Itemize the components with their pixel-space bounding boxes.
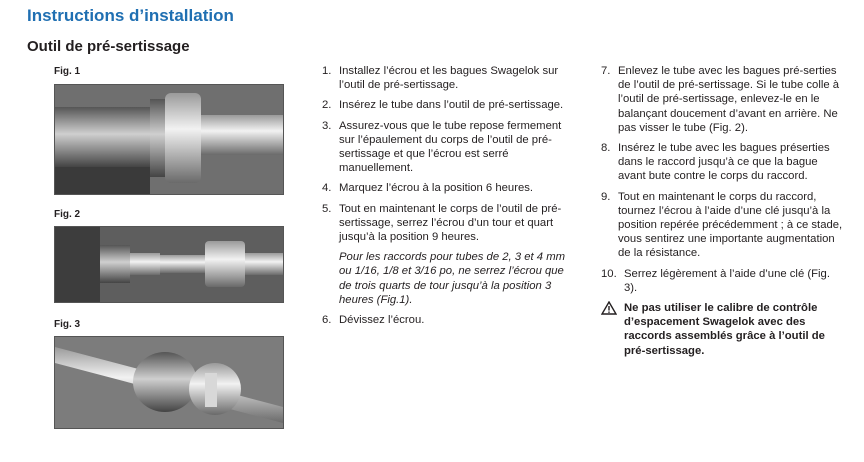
- step-item: [322, 64, 568, 92]
- fig-3-label: Fig. 3: [54, 319, 81, 330]
- fig-1-label: Fig. 1: [54, 66, 81, 77]
- step-text: Dévissez l’écrou.: [339, 314, 425, 327]
- step-item: [601, 64, 845, 135]
- fig-3-image: [54, 336, 284, 429]
- step-number: 3.: [322, 119, 332, 132]
- step-text: Tout en maintenant le corps de l’outil de pré-sertissage, serrez l’écrou d’un tour et quart jusqu’à la position 9 heures.: [339, 202, 562, 244]
- step-number: 9.: [601, 190, 611, 203]
- step-item: [322, 181, 568, 195]
- step-text: Assurez-vous que le tube repose fermement sur l’épaulement du corps de l’outil de pré-sertissage et que l’écrou est serré manuellement.: [339, 119, 562, 175]
- section-title: Outil de pré-sertissage: [27, 38, 190, 55]
- step-number: 4.: [322, 182, 332, 195]
- step-number: 10.: [601, 267, 617, 280]
- fig-2-image: [54, 226, 284, 303]
- step-text: Marquez l’écrou à la position 6 heures.: [339, 182, 534, 195]
- step-text: Installez l’écrou et les bagues Swagelok sur l’outil de pré-sertissage.: [339, 65, 559, 92]
- step-item: [601, 141, 845, 184]
- warning-text: Ne pas utiliser le calibre de contrôle d’espacement Swagelok avec des raccords assemblés grâce à l’outil de pré-sertissage.: [624, 302, 825, 357]
- step-number: 2.: [322, 99, 332, 112]
- fig-1-image: [54, 84, 284, 195]
- step-item: [322, 313, 568, 327]
- step-text: Serrez légèrement à l’aide d’une clé (Fig. 3).: [624, 267, 830, 294]
- page-title: Instructions d’installation: [27, 6, 234, 25]
- step-number: 6.: [322, 314, 332, 327]
- step-text: Enlevez le tube avec les bagues pré-serties de l’outil de pré-sertissage. Si le tube colle à l’outil de pré-sertissage, enlevez-le en le balançant doucement d’avant en arrière. Ne pas visser le tube (Fig. 2).: [618, 65, 840, 134]
- step-text: Insérez le tube dans l’outil de pré-sertissage.: [339, 99, 564, 112]
- step-item: [322, 202, 568, 245]
- step-item: [322, 119, 568, 176]
- step-number: 7.: [601, 65, 611, 77]
- steps-list-2: [601, 64, 845, 295]
- step-number: 8.: [601, 142, 611, 155]
- step-item: [601, 267, 845, 295]
- step-5-note: Pour les raccords pour tubes de 2, 3 et 4 mm ou 1/16, 1/8 et 3/16 po, ne serrez l’écrou que de trois quarts de tour jusqu’à la position 3 heures (Fig.1).: [339, 251, 566, 306]
- step-text: Insérez le tube avec les bagues préserties dans le raccord jusqu’à ce que la bague avant bute contre le corps du raccord.: [618, 142, 830, 183]
- step-number: 5.: [322, 202, 332, 215]
- instructions-column-1: [322, 64, 568, 333]
- fig-2-label: Fig. 2: [54, 209, 81, 220]
- instructions-column-2: [601, 64, 845, 358]
- warning-note: [601, 301, 845, 358]
- step-text: Tout en maintenant le corps du raccord, tournez l’écrou à l’aide d’une clé jusqu’à la position repérée précédemment ; à ce stade, vous sentirez une importante augmentation de la résistance.: [618, 190, 843, 260]
- warning-triangle-icon: [601, 301, 617, 315]
- step-item: [601, 190, 845, 261]
- step-number: 1.: [322, 65, 332, 77]
- steps-list-1: [322, 64, 568, 244]
- step-item: [322, 98, 568, 112]
